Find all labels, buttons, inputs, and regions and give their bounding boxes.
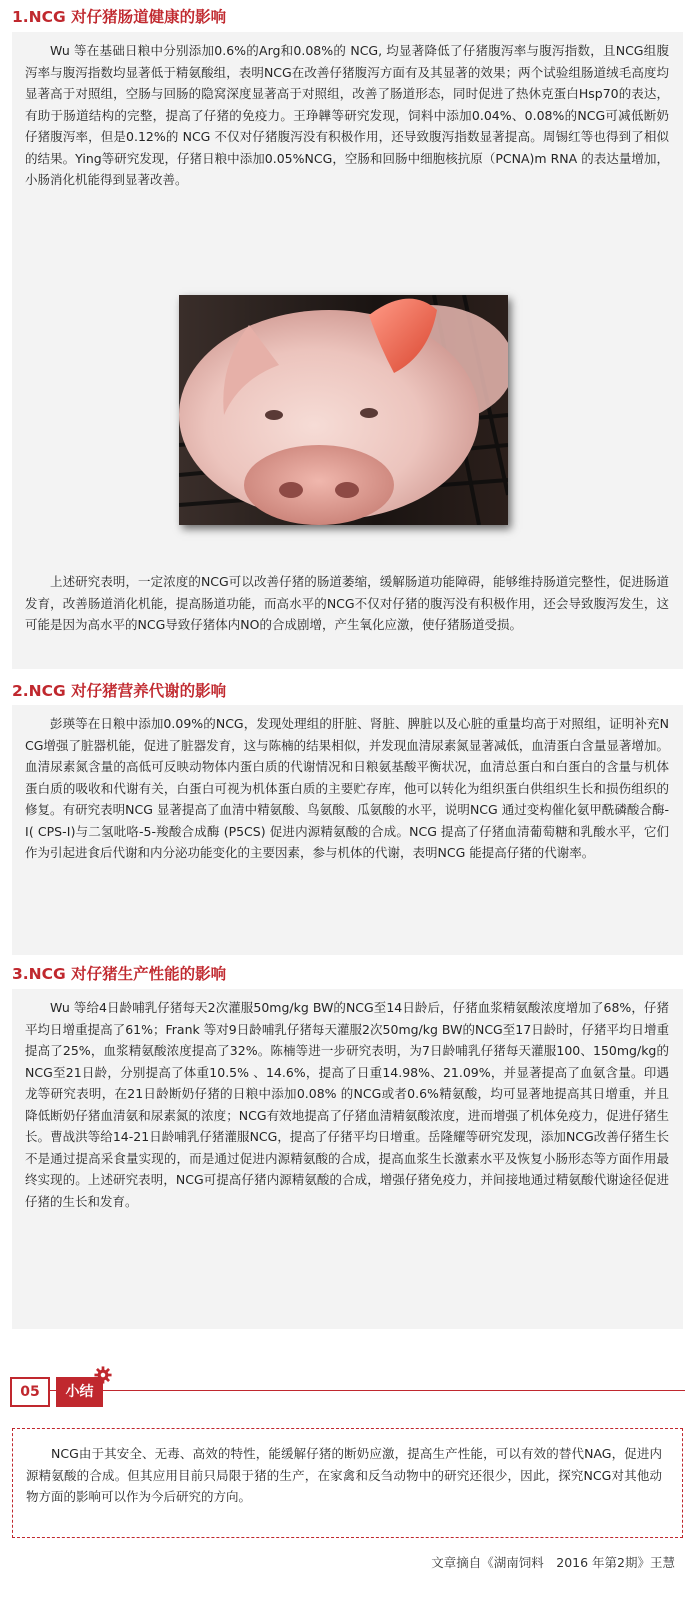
section-1-paragraph-2: 上述研究表明，一定浓度的NCG可以改善仔猪的肠道萎缩，缓解肠道功能障碍，能够维持肠道完整性，促进肠道发育，改善肠道消化机能，提高肠道功能，而高水平的NCG不仅对仔猪的腹泻没有积极作用，还会导致腹泻发生，这可能是因为高水平的NCG导致仔猪体内NO的合成剧增，产生氧化应激，使仔猪肠道受损。 bbox=[25, 574, 669, 632]
section-1-paragraph-1: Wu 等在基础日粮中分别添加0.6%的Arg和0.08%的 NCG, 均显著降低了仔猪腹泻率与腹泻指数，且NCG组腹泻率与腹泻指数均显著低于精氨酸组，表明NCG在改善仔猪腹泻方面有及其显著的效果；两个试验组肠道绒毛高度均显著高于对照组，空肠与回肠的隐窝深度显著高于对照组，改善了肠道形态，同时促进了热休克蛋白Hsp70的表达，有助于肠道结构的完整，提高了仔猪的免疫力。王琤韡等研究发现，饲料中添加0.04%、0.08%的NCG可减低断奶仔猪腹泻率，但是0.12%的 NCG 不仅对仔猪腹泻没有积极作用，还导致腹泻指数显著提高。周锡红等也得到了相似的结果。Ying等研究发现，仔猪日粮中添加0.05%NCG，空肠和回肠中细胞核抗原（PCNA)m RNA 的表达量增加，小肠消化机能得到显著改善。 bbox=[25, 43, 669, 187]
section-3-heading: 3.NCG 对仔猪生产性能的影响 bbox=[12, 965, 227, 983]
section-1-heading: 1.NCG 对仔猪肠道健康的影响 bbox=[12, 8, 227, 26]
summary-box bbox=[12, 1428, 683, 1538]
section-2-heading: 2.NCG 对仔猪营养代谢的影响 bbox=[12, 682, 227, 700]
piglet-photo bbox=[179, 295, 508, 525]
summary-number-badge: 05 bbox=[10, 1377, 50, 1407]
summary-divider bbox=[10, 1390, 685, 1391]
section-3-paragraph-1: Wu 等给4日龄哺乳仔猪每天2次灌服50mg/kg BW的NCG至14日龄后，仔猪血浆精氨酸浓度增加了68%，仔猪平均日增重提高了61%；Frank 等对9日龄哺乳仔猪每天灌服2次50mg/kg BW的NCG至17日龄时，仔猪平均日增重提高了25%，血浆精氨酸浓度提高了32%。陈楠等进一步研究表明，为7日龄哺乳仔猪每天灌服100、150mg/kg的NCG至21日龄，分别提高了体重10.5% 、14.6%，提高了日重14.98%、21.09%，并显著提高了血氨含量。印遇龙等研究表明，在21日龄断奶仔猪的日粮中添加0.08% 的NCG或者0.6%精氨酸，均可显著地提高其日增重，并且降低断奶仔猪血清氨和尿素氮的浓度；NCG有效地提高了仔猪血清精氨酸浓度，进而增强了机体免疫力，促进仔猪生长。曹战洪等给14-21日龄哺乳仔猪灌服NCG，提高了仔猪平均日增重。岳隆耀等研究发现，添加NCG改善仔猪生长不是通过提高采食量实现的，而是通过促进内源精氨酸的合成，提高血浆生长激素水平及恢复小肠形态等方面作用最终实现的。上述研究表明，NCG可提高仔猪内源精氨酸的合成，增强仔猪免疫力，并间接地通过精氨酸代谢途径促进仔猪的生长和发育。 bbox=[25, 1000, 669, 1209]
piglet-image bbox=[179, 295, 508, 525]
summary-title: 小结 bbox=[56, 1377, 103, 1407]
summary-text: NCG由于其安全、无毒、高效的特性，能缓解仔猪的断奶应激，提高生产性能，可以有效的替代NAG，促进内源精氨酸的合成。但其应用目前只局限于猪的生产，在家禽和反刍动物中的研究还很少，因此，探究NCG对其他动物方面的影响可以作为今后研究的方向。 bbox=[26, 1446, 662, 1504]
gear-icon bbox=[94, 1366, 112, 1384]
section-2-paragraph-1: 彭瑛等在日粮中添加0.09%的NCG，发现处理组的肝脏、肾脏、脾脏以及心脏的重量均高于对照组，证明补充NCG增强了脏器机能，促进了脏器发育，这与陈楠的结果相似，并发现血清尿素氮显著减低，血清蛋白含量显著增加。血清尿素氮含量的高低可反映动物体内蛋白质的代谢情况和日粮氨基酸平衡状况，血清总蛋白和白蛋白的含量与机体蛋白质的吸收和代谢有关，白蛋白可视为机体蛋白质的主要贮存库，他可以转化为组织蛋白供组织生长和损伤组织的修复。有研究表明NCG 显著提高了血清中精氨酸、鸟氨酸、瓜氨酸的水平，说明NCG 通过变构催化氨甲酰磷酸合酶-Ⅰ( CPS-Ⅰ)与二氢吡咯-5-羧酸合成酶 (P5CS) 促进内源精氨酸的合成。NCG 提高了仔猪血清葡萄糖和乳酸水平，它们作为引起进食后代谢和内分泌功能变化的主要因素，参与机体的代谢，表明NCG 能提高仔猪的代谢率。 bbox=[25, 716, 669, 860]
article-source: 文章摘自《湖南饲料 2016 年第2期》王慧 bbox=[431, 1555, 675, 1570]
